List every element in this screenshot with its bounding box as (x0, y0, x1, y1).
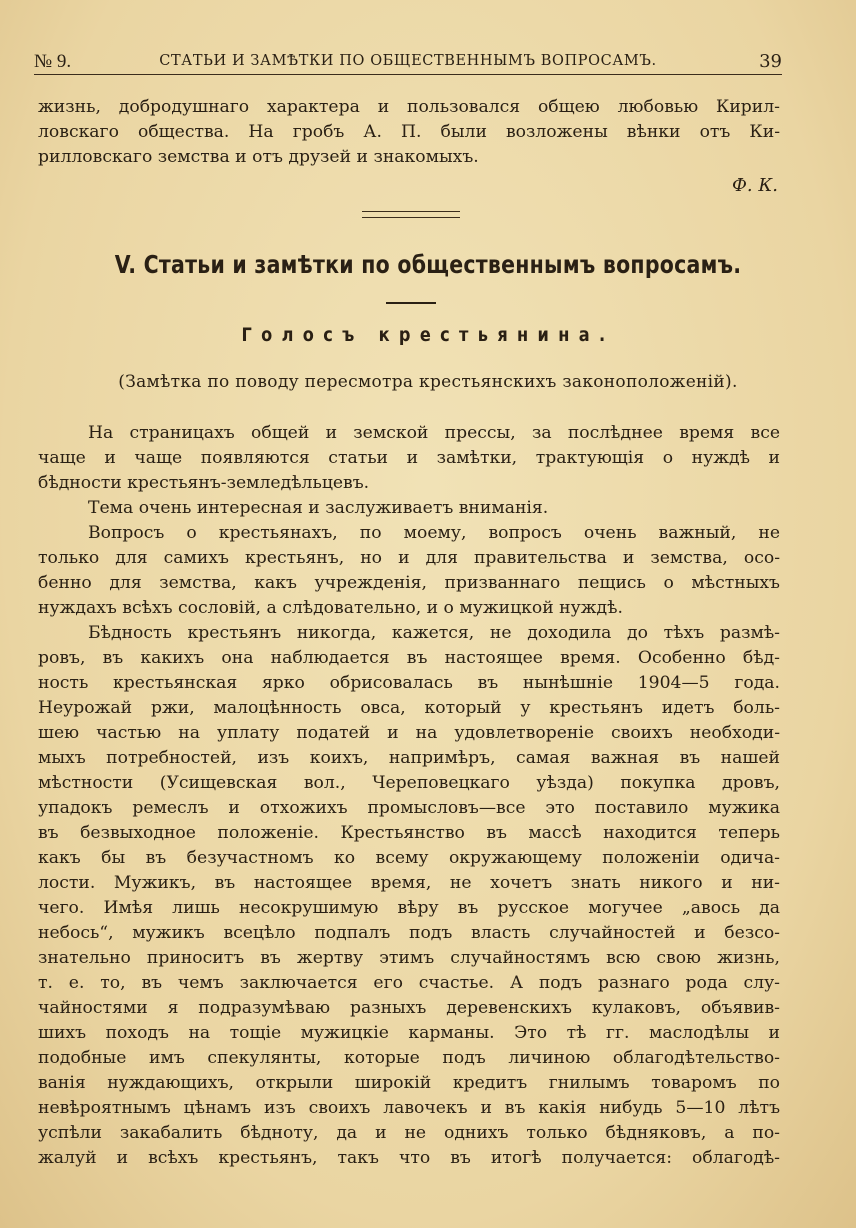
text-line: Бѣдность крестьянъ никогда, кажется, не доходила до тѣхъ размѣ- (88, 623, 780, 643)
text-line: ловскаго общества. На гробъ А. П. были возложены вѣнки отъ Ки- (38, 122, 780, 142)
text-line: небось“, мужикъ всецѣло подпалъ подъ власть случайностей и безсо- (38, 923, 780, 943)
text-line: знательно приноситъ въ жертву этимъ случайностямъ всю свою жизнь, (38, 948, 780, 968)
running-header (34, 48, 782, 75)
article-subtitle: (Замѣтка по поводу пересмотра крестьянскихъ законоположеній). (118, 372, 738, 392)
text-line: Вопросъ о крестьянахъ, по моему, вопросъ очень важный, не (88, 523, 780, 543)
text-line: какъ бы въ безучастномъ ко всему окружающему положеніи одича- (38, 848, 780, 868)
double-rule-divider (362, 211, 460, 218)
text-line: подобные имъ спекулянты, которые подъ личиною облагодѣтельство- (38, 1048, 780, 1068)
text-line: ровъ, въ какихъ она наблюдается въ настоящее время. Особенно бѣд- (38, 648, 780, 668)
text-line: Неурожай ржи, малоцѣнность овса, который у крестьянъ идетъ боль- (38, 698, 780, 718)
text-line: Тема очень интересная и заслуживаетъ вниманія. (88, 498, 549, 518)
text-line: чего. Имѣя лишь несокрушимую вѣру въ русское могучее „авось да (38, 898, 780, 918)
article-title: Голосъ крестьянина. (241, 324, 615, 346)
text-line: невѣроятнымъ цѣнамъ изъ своихъ лавочекъ и въ какія нибудь 5—10 лѣтъ (38, 1098, 780, 1118)
text-line: только для самихъ крестьянъ, но и для правительства и земства, осо- (38, 548, 780, 568)
text-line: ность крестьянская ярко обрисовалась въ нынѣшніе 1904—5 года. (38, 673, 780, 693)
text-line: чаще и чаще появляются статьи и замѣтки, трактующія о нуждѣ и (38, 448, 780, 468)
text-line: шею частью на уплату податей и на удовлетвореніе своихъ необходи- (38, 723, 780, 743)
text-line: въ безвыходное положеніе. Крестьянство въ массѣ находится теперь (38, 823, 780, 843)
text-line: мѣстности (Усищевская вол., Череповецкаго уѣзда) покупка дровъ, (38, 773, 780, 793)
text-line: шихъ походъ на тощіе мужицкіе карманы. Это тѣ гг. маслодѣлы и (38, 1023, 780, 1043)
text-line: т. е. то, въ чемъ заключается его счастье. А подъ разнаго рода слу- (38, 973, 780, 993)
signature: Ф. К. (731, 175, 778, 196)
short-rule-divider (386, 302, 436, 304)
text-line: упадокъ ремеслъ и отхожихъ промысловъ—все это поставило мужика (38, 798, 780, 818)
body-paragraph (38, 521, 780, 621)
issue-number: № 9. (34, 51, 72, 72)
running-title: СТАТЬИ И ЗАМѢТКИ ПО ОБЩЕСТВЕННЫМЪ ВОПРОСАМЪ. (159, 53, 657, 69)
page-number: 39 (759, 51, 782, 72)
intro-paragraph (38, 95, 780, 170)
body-paragraph (38, 496, 780, 521)
body-paragraph (38, 421, 780, 496)
text-line: лости. Мужикъ, въ настоящее время, не хочетъ знать никого и ни- (38, 873, 780, 893)
text-line: ванія нуждающихъ, открыли широкій кредитъ гнилымъ товаромъ по (38, 1073, 780, 1093)
text-line: мыхъ потребностей, изъ коихъ, напримѣръ, самая важная въ нашей (38, 748, 780, 768)
body-paragraph (38, 621, 780, 1171)
text-line: рилловскаго земства и отъ друзей и знакомыхъ. (38, 147, 479, 167)
text-line: нуждахъ всѣхъ сословій, а слѣдовательно, и о мужицкой нуждѣ. (38, 598, 623, 618)
text-line: чайностями я подразумѣваю разныхъ деревенскихъ кулаковъ, объявив- (38, 998, 780, 1018)
text-line: успѣли закабалить бѣдноту, да и не однихъ только бѣдняковъ, а по- (38, 1123, 780, 1143)
section-title: V. Статьи и замѣтки по общественнымъ вопросамъ. (114, 250, 742, 279)
text-line: бѣдности крестьянъ-земледѣльцевъ. (38, 473, 370, 493)
text-line: бенно для земства, какъ учрежденія, призваннаго пещись о мѣстныхъ (38, 573, 780, 593)
text-line: жизнь, добродушнаго характера и пользовался общею любовью Кирил- (38, 97, 780, 117)
text-line: На страницахъ общей и земской прессы, за послѣднее время все (88, 423, 780, 443)
text-line: жалуй и всѣхъ крестьянъ, такъ что въ итогѣ получается: облагодѣ- (38, 1148, 780, 1168)
